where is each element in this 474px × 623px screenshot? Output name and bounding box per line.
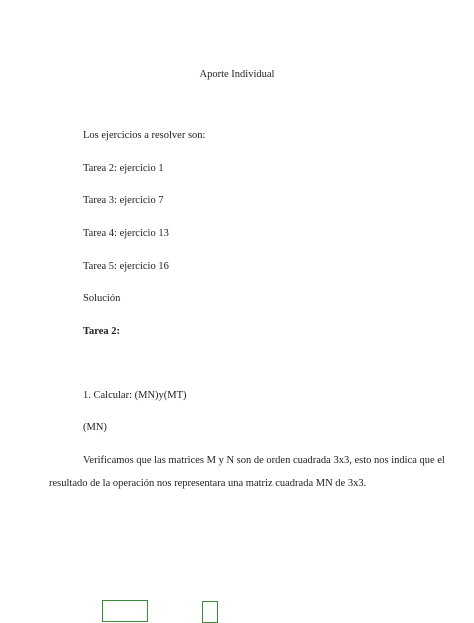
- solution-heading: Solución: [83, 293, 121, 304]
- exercise-item: 1. Calcular: (MN)y(MT): [83, 390, 187, 401]
- task-item: Tarea 3: ejercicio 7: [83, 195, 164, 206]
- task-heading: Tarea 2:: [83, 326, 121, 337]
- document-title: Aporte Individual: [199, 69, 275, 80]
- paragraph-line-2: resultado de la operación nos representara una matriz cuadrada MN de 3x3.: [49, 478, 367, 489]
- task-item: Tarea 2: ejercicio 1: [83, 163, 164, 174]
- paragraph-line-1: Verificamos que las matrices M y N son de orden cuadrada 3x3, esto nos indica que el: [83, 455, 445, 466]
- intro-text: Los ejercicios a resolver son:: [83, 130, 206, 141]
- task-item: Tarea 5: ejercicio 16: [83, 261, 169, 272]
- subheading: (MN): [83, 422, 107, 433]
- task-item: Tarea 4: ejercicio 13: [83, 228, 169, 239]
- matrix-box-right: [202, 601, 218, 623]
- matrix-box-left: [102, 600, 148, 622]
